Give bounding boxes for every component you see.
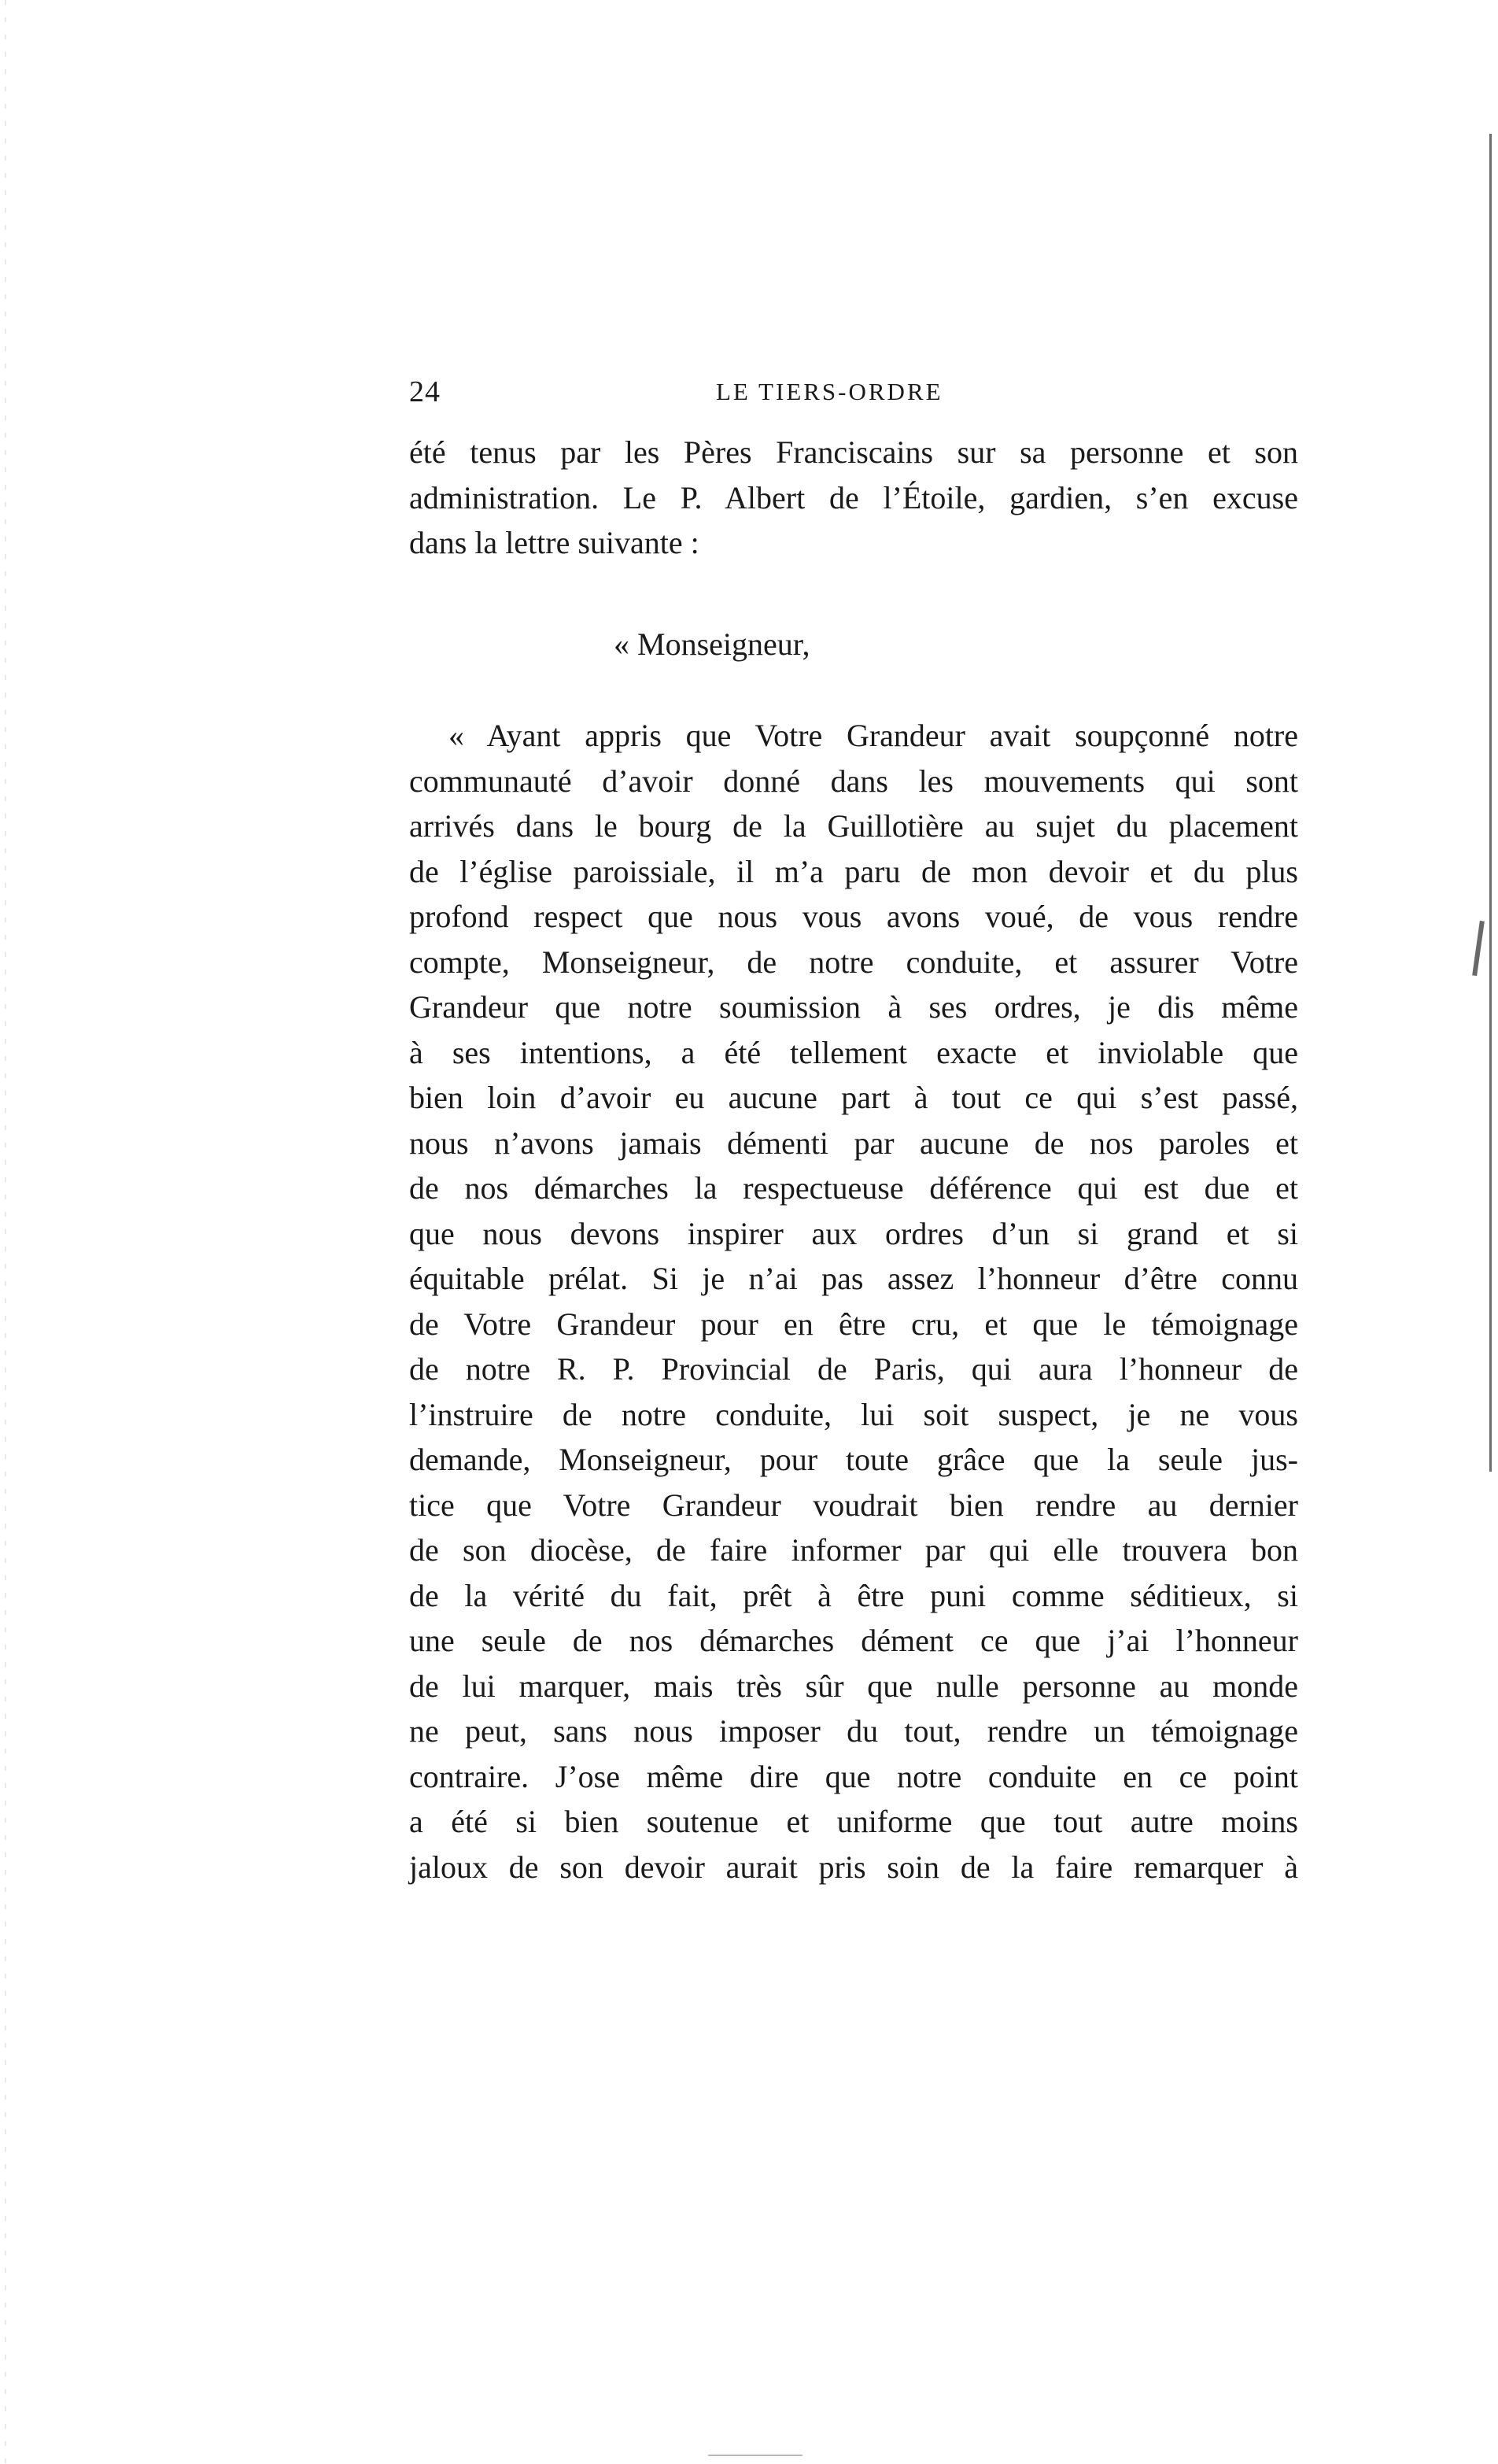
text-line: contraire. J’ose même dire que notre conduite en ce point bbox=[409, 1758, 1298, 1794]
scan-edge-left bbox=[5, 0, 6, 2464]
text-line: profond respect que nous vous avons voué, de vous rendre bbox=[409, 899, 1298, 934]
text-line: communauté d’avoir donné dans les mouvements qui sont bbox=[409, 763, 1298, 799]
letter-body bbox=[409, 713, 1298, 1890]
text-line: ne peut, sans nous imposer du tout, rendre un témoignage bbox=[409, 1713, 1298, 1749]
text-line: demande, Monseigneur, pour toute grâce que la seule jus- bbox=[409, 1442, 1298, 1477]
running-title: LE TIERS-ORDRE bbox=[716, 378, 943, 405]
text-line: de la vérité du fait, prêt à être puni comme séditieux, si bbox=[409, 1577, 1298, 1613]
text-line: été tenus par les Pères Franciscains sur sa personne et son bbox=[409, 434, 1298, 470]
text-line: de notre R. P. Provincial de Paris, qui aura l’honneur de bbox=[409, 1351, 1298, 1387]
text-line: à ses intentions, a été tellement exacte et inviolable que bbox=[409, 1034, 1298, 1070]
page-number: 24 bbox=[409, 375, 441, 408]
text-line: de l’église paroissiale, il m’a paru de mon devoir et du plus bbox=[409, 853, 1298, 889]
text-line: bien loin d’avoir eu aucune part à tout ce qui s’est passé, bbox=[409, 1080, 1298, 1115]
scan-edge-right bbox=[1489, 134, 1492, 1472]
text-line: de lui marquer, mais très sûr que nulle personne au monde bbox=[409, 1668, 1298, 1704]
text-line: de nos démarches la respectueuse déférence qui est due et bbox=[409, 1170, 1298, 1206]
text-line: « Ayant appris que Votre Grandeur avait soupçonné notre bbox=[448, 718, 1298, 753]
text-line: équitable prélat. Si je n’ai pas assez l’honneur d’être connu bbox=[409, 1261, 1298, 1296]
text-line: a été si bien soutenue et uniforme que tout autre moins bbox=[409, 1804, 1298, 1839]
text-line: arrivés dans le bourg de la Guillotière au sujet du placement bbox=[409, 808, 1298, 844]
text-line: jaloux de son devoir aurait pris soin de la faire remarquer à bbox=[409, 1849, 1298, 1885]
text-line: de Votre Grandeur pour en être cru, et que le témoignage bbox=[409, 1306, 1298, 1342]
text-line: Grandeur que notre soumission à ses ordres, je dis même bbox=[409, 989, 1298, 1025]
text-line: une seule de nos démarches dément ce que j’ai l’honneur bbox=[409, 1623, 1298, 1658]
text-line: dans la lettre suivante : bbox=[409, 525, 699, 560]
scan-edge-mark bbox=[1472, 921, 1485, 976]
text-line: tice que Votre Grandeur voudrait bien rendre au dernier bbox=[409, 1487, 1298, 1523]
running-head bbox=[409, 370, 1306, 417]
scan-bottom-rule bbox=[708, 2455, 802, 2456]
text-line: de son diocèse, de faire informer par qui elle trouvera bon bbox=[409, 1532, 1298, 1568]
text-line: administration. Le P. Albert de l’Étoile, gardien, s’en excuse bbox=[409, 479, 1298, 515]
intro-paragraph bbox=[409, 430, 1298, 566]
text-line: nous n’avons jamais démenti par aucune de nos paroles et bbox=[409, 1125, 1298, 1161]
letter-salutation: « Monseigneur, bbox=[614, 626, 810, 662]
text-line: l’instruire de notre conduite, lui soit suspect, je ne vous bbox=[409, 1396, 1298, 1432]
text-line: compte, Monseigneur, de notre conduite, et assurer Votre bbox=[409, 944, 1298, 980]
text-line: que nous devons inspirer aux ordres d’un si grand et si bbox=[409, 1215, 1298, 1251]
